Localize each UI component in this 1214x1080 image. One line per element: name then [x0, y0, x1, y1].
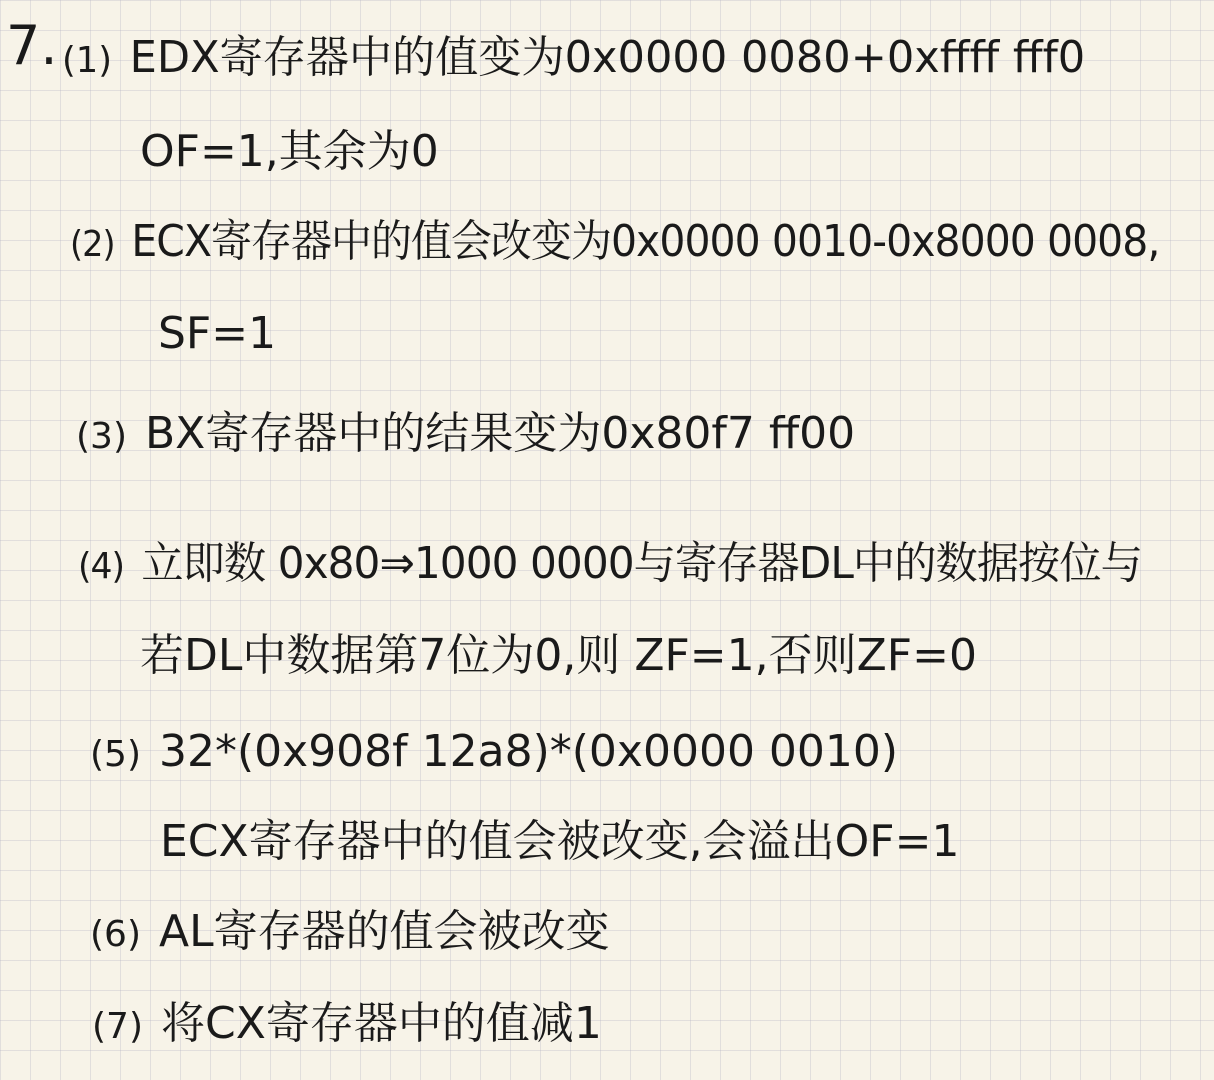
answer-text-3: BX寄存器中的结果变为0x80f7 ff00 [145, 408, 856, 459]
answer-text-4-cont: 若DL中数据第7位为0,则 ZF=1,否则ZF=0 [140, 630, 977, 681]
item-label-5: (5) [90, 734, 141, 775]
item-label-1: (1) [62, 40, 112, 81]
answer-line-2 [70, 214, 1159, 273]
answer-line-2-cont [158, 306, 276, 362]
item-label-3: (3) [76, 416, 127, 457]
item-label-2: (2) [70, 224, 115, 265]
answer-text-1-cont: OF=1,其余为0 [140, 126, 439, 177]
answer-text-5: 32*(0x908f 12a8)*(0x0000 0010) [159, 726, 899, 777]
answer-line-1-cont [140, 124, 439, 180]
answer-text-2: ECX寄存器中的值会改变为0x0000 0010-0x8000 0008, [131, 216, 1160, 267]
answer-line-4-cont [140, 628, 977, 684]
answer-text-5-cont: ECX寄存器中的值会被改变,会溢出OF=1 [160, 816, 960, 867]
answer-text-1: EDX寄存器中的值变为0x0000 0080+0xffff fff0 [129, 32, 1086, 83]
answer-line-3 [76, 406, 855, 465]
answer-line-4 [78, 536, 1142, 595]
answer-line-1 [62, 30, 1085, 89]
answer-line-7 [92, 996, 602, 1055]
answer-text-2-cont: SF=1 [158, 308, 277, 359]
answer-text-6: AL寄存器的值会被改变 [159, 906, 610, 957]
question-number: 7. [6, 14, 58, 77]
answer-line-6 [90, 904, 610, 963]
answer-line-5-cont [160, 814, 959, 870]
answer-text-7: 将CX寄存器中的值减1 [161, 998, 602, 1049]
answer-line-5 [90, 724, 898, 783]
item-label-4: (4) [78, 546, 125, 587]
item-label-7: (7) [92, 1006, 143, 1047]
answer-text-4: 立即数 0x80⇒1000 0000与寄存器DL中的数据按位与 [141, 538, 1142, 589]
item-label-6: (6) [90, 914, 141, 955]
